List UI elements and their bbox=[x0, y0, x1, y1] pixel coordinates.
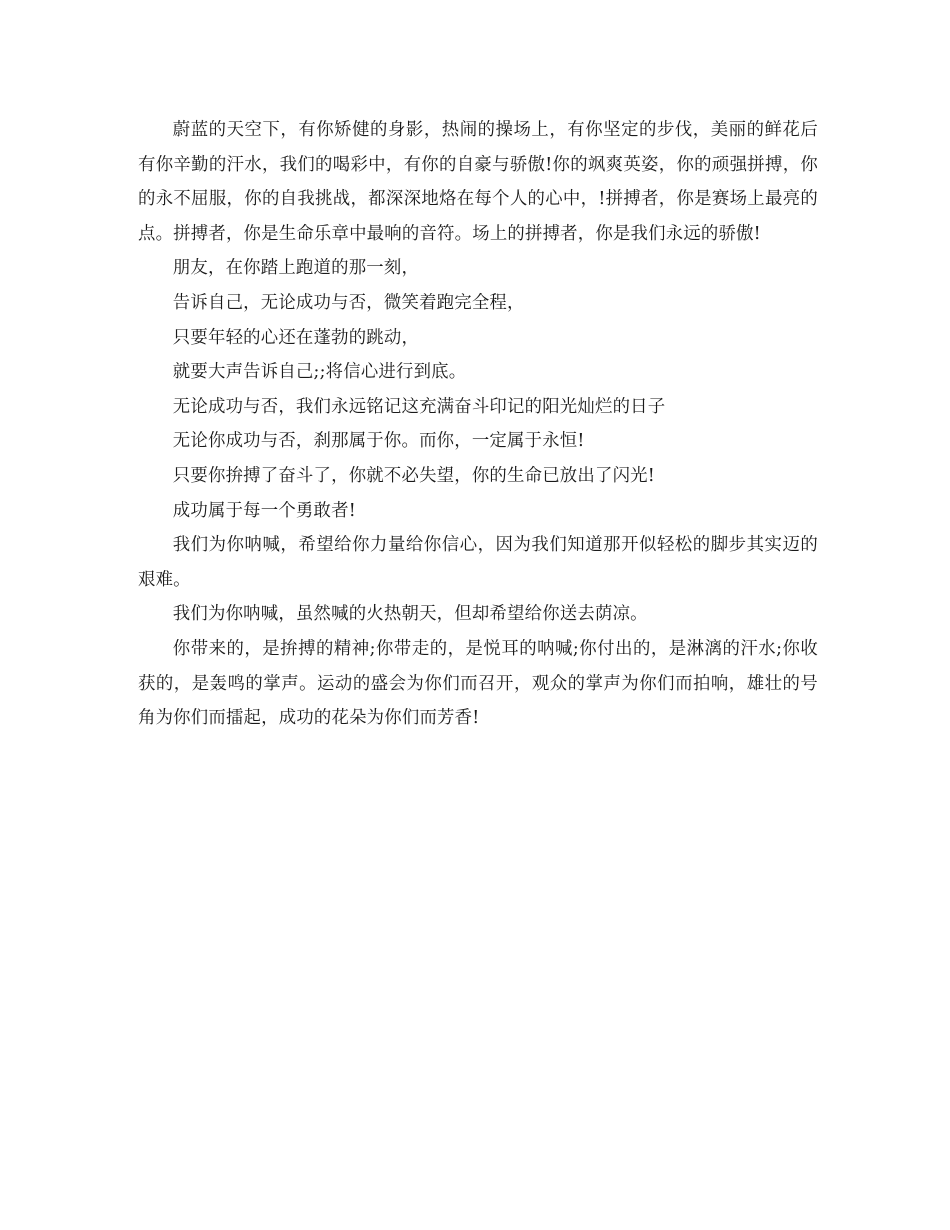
paragraph-line: 朋友，在你踏上跑道的那一刻， bbox=[172, 258, 420, 279]
paragraph-line: 只要年轻的心还在蓬勃的跳动， bbox=[172, 327, 420, 348]
paragraph-cheer: 我们为你呐喊，虽然喊的火热朝天，但却希望给你送去荫凉。 bbox=[172, 604, 648, 625]
paragraph-line: 无论你成功与否，刹那属于你。而你，一定属于永恒! bbox=[172, 431, 585, 452]
paragraph-cheer: 我们为你呐喊，希望给你力量给你信心，因为我们知道那开似轻松的脚步其实迈的艰难。 bbox=[138, 535, 818, 590]
document-body bbox=[138, 113, 818, 736]
paragraph-closing: 你带来的，是拚搏的精神;你带走的，是悦耳的呐喊;你付出的，是淋漓的汗水;你收获的，是轰鸣的掌声。运动的盛会为你们而召开，观众的掌声为你们而拍响，雄壮的号角为你们而擂起，成功的花朵为你们而芳香! bbox=[138, 638, 818, 729]
paragraph-intro: 蔚蓝的天空下，有你矫健的身影，热闹的操场上，有你坚定的步伐，美丽的鲜花后有你辛勤的汗水，我们的喝彩中，有你的自豪与骄傲!你的飒爽英姿，你的顽强拼搏，你的永不屈服，你的自我挑战，都深深地烙在每个人的心中，!拼搏者，你是赛场上最亮的点。拼搏者，你是生命乐章中最响的音符。场上的拼搏者，你是我们永远的骄傲! bbox=[138, 120, 818, 244]
paragraph-line: 只要你拚搏了奋斗了，你就不必失望，你的生命已放出了闪光! bbox=[172, 465, 655, 486]
paragraph-line: 就要大声告诉自己;;将信心进行到底。 bbox=[172, 362, 467, 383]
paragraph-line: 无论成功与否，我们永远铭记这充满奋斗印记的阳光灿烂的日子 bbox=[172, 396, 666, 417]
paragraph-line: 告诉自己，无论成功与否，微笑着跑完全程， bbox=[172, 292, 525, 313]
paragraph-line: 成功属于每一个勇敢者! bbox=[172, 500, 356, 521]
